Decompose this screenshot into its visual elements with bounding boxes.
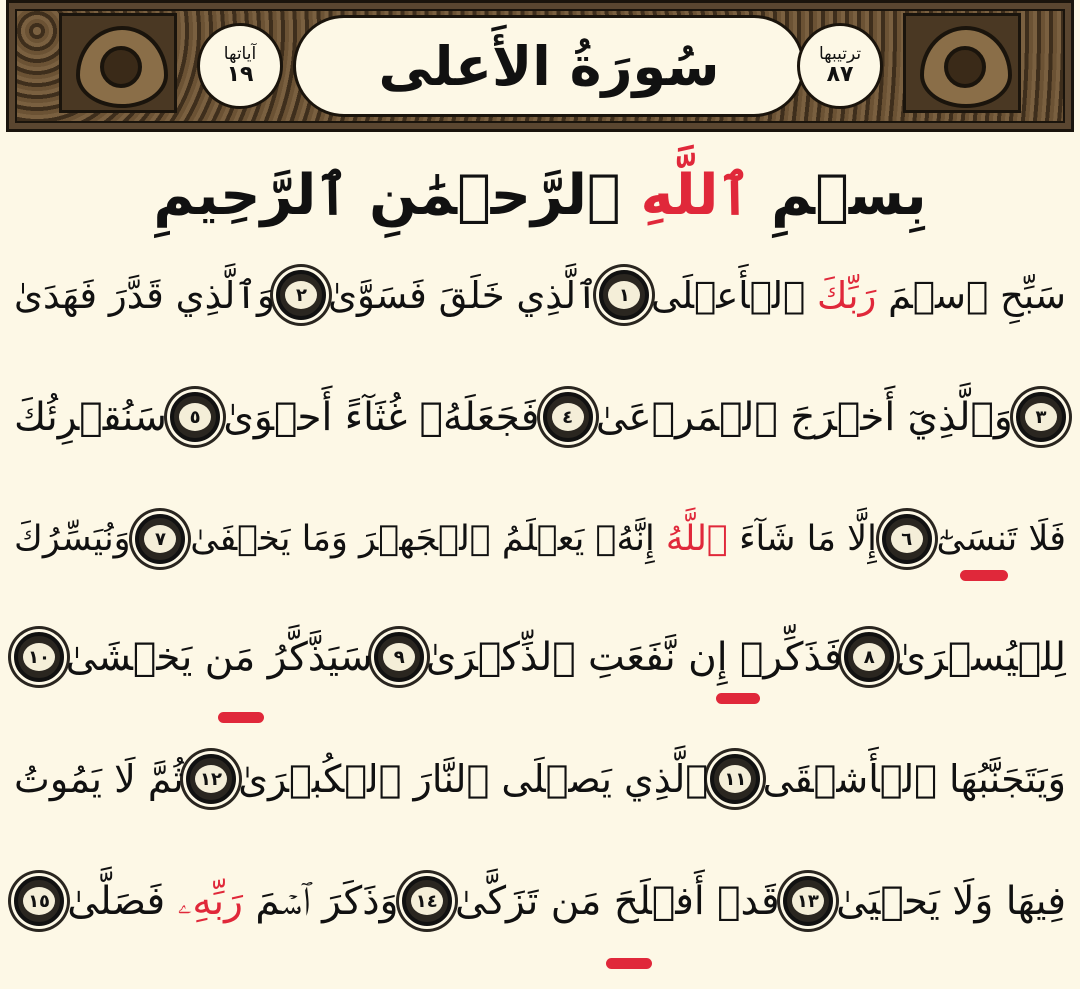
ayah-number: ٣ <box>1025 403 1057 431</box>
verse-fragment: سَنُقۡرِئُكَ <box>14 394 167 440</box>
surah-title-cartouche <box>293 15 805 117</box>
verse-fragment: ٱلَّذِي خَلَقَ فَسَوَّىٰ <box>328 273 598 317</box>
verse-text <box>896 635 1066 680</box>
ayah-number-marker-icon <box>1016 392 1066 442</box>
basmala <box>0 150 1080 240</box>
verse-text <box>836 879 1066 924</box>
divine-name-highlight: ٱللَّهُ <box>665 519 728 559</box>
verse-text <box>66 635 373 680</box>
basmala-word: بِسۡمِ <box>771 162 927 228</box>
verse-text <box>14 757 184 801</box>
verse-text <box>238 757 708 801</box>
ayah-number: ١ <box>608 281 640 309</box>
ayah-number: ١٤ <box>411 887 443 915</box>
verse-text <box>455 879 780 924</box>
verse-fragment: فَجَعَلَهُۥ غُثَآءً أَحۡوَىٰ <box>223 394 540 440</box>
verse-line <box>14 734 1066 824</box>
red-underline-mark <box>218 712 264 723</box>
verse-text <box>67 879 398 924</box>
verse-text <box>190 519 877 559</box>
surah-order-value: ٨٧ <box>826 62 854 88</box>
ayah-number: ١٣ <box>792 887 824 915</box>
verse-text <box>14 395 167 440</box>
ayah-number: ٥ <box>179 403 211 431</box>
verse-line <box>14 494 1066 584</box>
surah-order-medallion <box>797 23 883 109</box>
ayah-number: ١٠ <box>23 643 55 671</box>
divine-name-highlight: رَبِّكَ <box>817 273 877 317</box>
verse-text <box>328 274 598 317</box>
verse-fragment: ٱلۡأَعۡلَى <box>650 273 818 317</box>
ayah-number: ٢ <box>285 281 317 309</box>
ayah-number-marker-icon <box>14 632 64 682</box>
verse-text <box>14 519 131 559</box>
verse-fragment: إِلَّا مَا شَآءَ <box>727 519 877 559</box>
verse-text <box>14 274 275 317</box>
ayah-count-label: آياتها <box>223 43 257 64</box>
ayah-number-marker-icon <box>710 754 760 804</box>
ayah-number-marker-icon <box>402 876 452 926</box>
verse-text <box>223 395 539 440</box>
surah-header-frame <box>6 0 1074 132</box>
verse-text <box>651 274 1066 317</box>
ayah-number-marker-icon <box>599 270 649 320</box>
verse-fragment: ٱلَّذِي يَصۡلَى ٱلنَّارَ ٱلۡكُبۡرَىٰ <box>238 757 709 801</box>
ayah-number-marker-icon <box>783 876 833 926</box>
ayah-number-marker-icon <box>543 392 593 442</box>
right-ornament-icon <box>903 13 1021 113</box>
verse-text <box>763 757 1066 801</box>
left-ornament-icon <box>59 13 177 113</box>
ayah-count-value: ١٩ <box>226 62 254 88</box>
basmala-word: ٱلرَّحِيمِ <box>153 162 350 228</box>
basmala-word-allah: ٱللَّهِ <box>640 162 752 228</box>
divine-name-highlight: رَبِّهِۦ <box>177 878 243 924</box>
ayah-number-marker-icon <box>135 514 185 564</box>
verse-fragment: إِنَّهُۥ يَعۡلَمُ ٱلۡجَهۡرَ وَمَا يَخۡفَىٰ <box>190 519 666 559</box>
ayah-number: ٩ <box>383 643 415 671</box>
ayah-count-medallion <box>197 23 283 109</box>
red-underline-mark <box>606 958 652 969</box>
verse-fragment: وَذَكَرَ ٱسۡمَ <box>243 878 399 924</box>
verse-line <box>14 372 1066 462</box>
verse-fragment: سَبِّحِ ٱسۡمَ <box>876 273 1066 317</box>
ayah-number: ٤ <box>552 403 584 431</box>
verse-text <box>937 519 1066 559</box>
verse-fragment: سَيَذَّكَّرُ مَن يَخۡشَىٰ <box>65 634 373 680</box>
verse-fragment: وَنُيَسِّرُكَ <box>14 519 131 559</box>
verse-text <box>426 635 843 680</box>
verse-fragment: قَدۡ أَفۡلَحَ مَن تَزَكَّىٰ <box>454 878 780 924</box>
verse-line <box>14 612 1066 702</box>
verse-text <box>596 395 1013 440</box>
red-underline-mark <box>960 570 1008 581</box>
basmala-word: ٱلرَّحۡمَٰنِ <box>369 162 621 228</box>
verse-fragment: فِيهَا وَلَا يَحۡيَىٰ <box>836 878 1066 924</box>
ayah-number: ١٥ <box>23 887 55 915</box>
ayah-number: ٧ <box>144 525 176 553</box>
ayah-number: ١١ <box>719 765 751 793</box>
ayah-number: ١٢ <box>195 765 227 793</box>
verse-fragment: ثُمَّ لَا يَمُوتُ <box>14 757 184 801</box>
verse-fragment: وَٱلَّذِيٓ أَخۡرَجَ ٱلۡمَرۡعَىٰ <box>595 394 1013 440</box>
verse-line <box>14 250 1066 340</box>
surah-order-label: ترتيبها <box>818 43 862 64</box>
verse-fragment: فَلَا تَنسَىٰٓ <box>936 519 1066 559</box>
verse-line <box>14 856 1066 946</box>
ayah-number: ٨ <box>853 643 885 671</box>
ayah-number-marker-icon <box>882 514 932 564</box>
ayah-number-marker-icon <box>186 754 236 804</box>
ayah-number-marker-icon <box>374 632 424 682</box>
ayah-number-marker-icon <box>844 632 894 682</box>
verse-fragment: لِلۡيُسۡرَىٰ <box>895 634 1066 680</box>
verse-fragment: وَٱلَّذِي قَدَّرَ فَهَدَىٰ <box>14 273 275 317</box>
surah-name: سُورَةُ الأَعلى <box>378 34 720 98</box>
red-underline-mark <box>716 693 760 704</box>
verse-fragment: فَصَلَّىٰ <box>67 878 178 924</box>
ayah-number-marker-icon <box>14 876 64 926</box>
ayah-number: ٦ <box>891 525 923 553</box>
verse-fragment: فَذَكِّرۡ إِن نَّفَعَتِ ٱلذِّكۡرَىٰ <box>425 634 843 680</box>
ayah-number-marker-icon <box>276 270 326 320</box>
verse-fragment: وَيَتَجَنَّبُهَا ٱلۡأَشۡقَى <box>762 757 1066 801</box>
ayah-number-marker-icon <box>170 392 220 442</box>
